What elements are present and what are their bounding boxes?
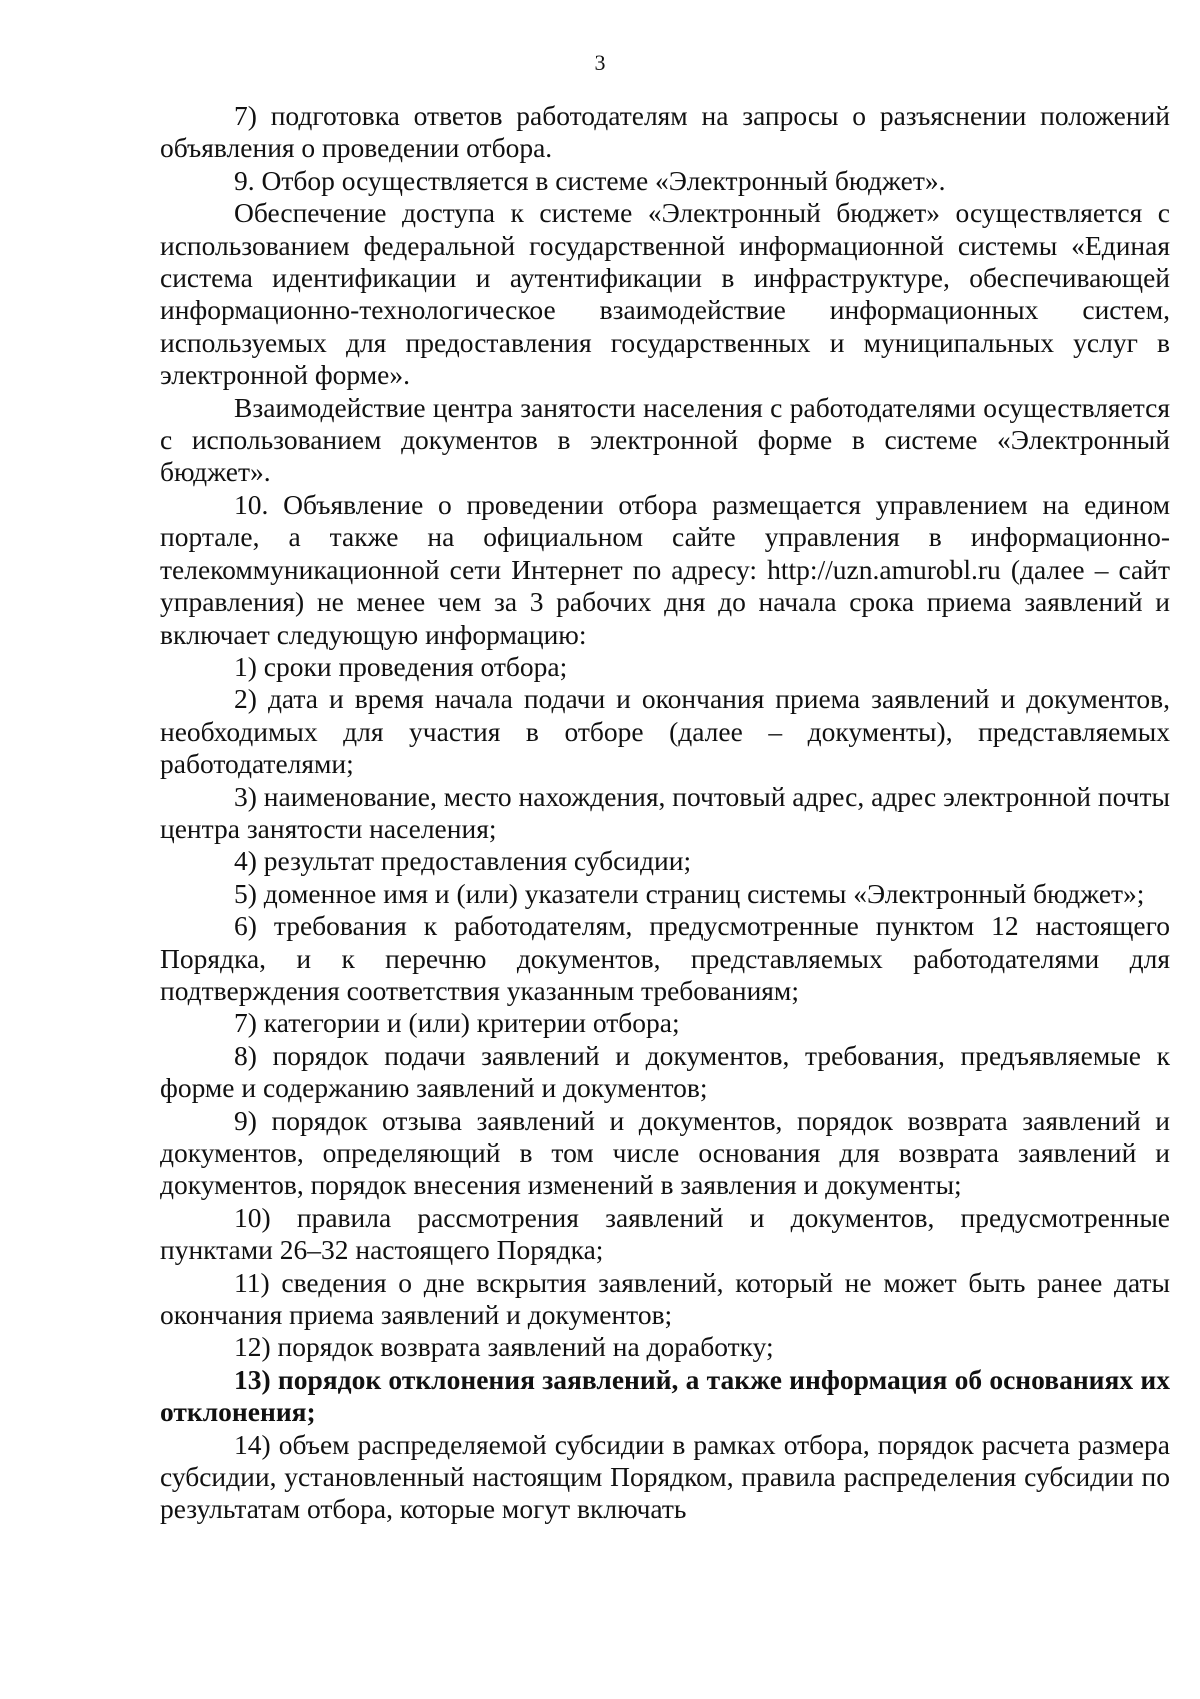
list-item-14: 14) объем распределяемой субсидии в рамках отбора, порядок расчета размера субсидии, установленный настоящим Порядком, правила распределения субсидии по результатам отбора, которые могут включать bbox=[160, 1428, 1170, 1525]
list-item-2: 2) дата и время начала подачи и окончания приема заявлений и документов, необходимых для участия в отборе (далее – документы), представляемых работодателями; bbox=[160, 683, 1170, 780]
list-item-1: 1) сроки проведения отбора; bbox=[234, 650, 568, 682]
paragraph-10-announcement: 10. Объявление о проведении отбора размещается управлением на едином портале, а также на официальном сайте управления в информационно-телекоммуникационной сети Интернет по адресу: http://uzn.amurobl.ru (далее – сайт управления) не менее чем за 3 рабочих дня до начала срока приема заявлений и включает следующую информацию: bbox=[160, 488, 1170, 650]
list-item-5: 5) доменное имя и (или) указатели страниц системы «Электронный бюджет»; bbox=[234, 877, 1145, 909]
list-item-6: 6) требования к работодателям, предусмотренные пунктом 12 настоящего Порядка, и к перечню документов, представляемых работодателями для подтверждения соответствия указанным требованиям; bbox=[160, 910, 1170, 1006]
paragraph-item-7-replies: 7) подготовка ответов работодателям на запросы о разъяснении положений объявления о проведении отбора. bbox=[160, 100, 1170, 164]
list-item-12: 12) порядок возврата заявлений на доработку; bbox=[234, 1331, 774, 1363]
list-item-11: 11) сведения о дне вскрытия заявлений, который не может быть ранее даты окончания приема заявлений и документов; bbox=[160, 1266, 1170, 1331]
list-item-10: 10) правила рассмотрения заявлений и документов, предусмотренные пунктами 26–32 настоящего Порядка; bbox=[160, 1201, 1170, 1266]
document-body bbox=[160, 100, 1170, 1526]
paragraph-access-provision: Обеспечение доступа к системе «Электронный бюджет» осуществляется с использованием федеральной государственной информационной системы «Единая система идентификации и аутентификации в инфраструктуре, обеспечивающей информационно-технологическое взаимодействие информационных систем, используемых для предоставления государственных и муниципальных услуг в электронной форме». bbox=[160, 197, 1170, 391]
list-item-9: 9) порядок отзыва заявлений и документов, порядок возврата заявлений и документов, определяющий в том числе основания для возврата заявлений и документов, порядок внесения изменений в заявления и документы; bbox=[160, 1104, 1170, 1201]
list-item-4: 4) результат предоставления субсидии; bbox=[234, 845, 692, 877]
page-number: 3 bbox=[594, 50, 606, 75]
paragraph-9-selection-system: 9. Отбор осуществляется в системе «Электронный бюджет». bbox=[234, 164, 946, 196]
list-item-8: 8) порядок подачи заявлений и документов, требования, предъявляемые к форме и содержанию заявлений и документов; bbox=[160, 1039, 1170, 1104]
list-item-7: 7) категории и (или) критерии отбора; bbox=[234, 1007, 680, 1039]
list-item-3: 3) наименование, место нахождения, почтовый адрес, адрес электронной почты центра занятости населения; bbox=[160, 780, 1170, 844]
list-item-13: 13) порядок отклонения заявлений, а также информация об основаниях их отклонения; bbox=[160, 1363, 1170, 1428]
paragraph-interaction: Взаимодействие центра занятости населения с работодателями осуществляется с использованием документов в электронной форме в системе «Электронный бюджет». bbox=[160, 391, 1170, 488]
